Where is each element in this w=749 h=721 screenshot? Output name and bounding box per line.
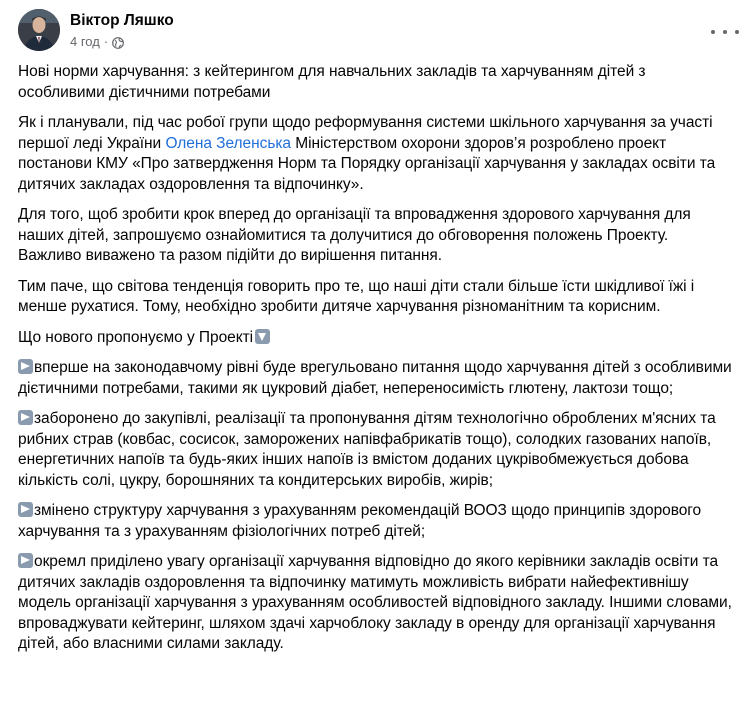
bullet-text: вперше на законодавчому рівні буде врегульовано питання щодо харчування дітей з особливими дієтичними потребами, такими як цукровий діабет, непереносимість глютену, лактози тощо; [18, 359, 732, 397]
more-dot [711, 30, 715, 34]
bullet-text: заборонено до закупівлі, реалізації та пропонування дітям технологічно оброблених м'ясних та рибних страв (ковбас, сосисок, заморожених напівфабрикатів тощо), солодких газованих напоїв, енергетичних напоїв та будь-яких інших напоїв із вмістом доданих цукрівобмежується добова кількість солі, цукру, борошняних та кондитерських виробів, жирів; [18, 410, 716, 489]
more-dot [723, 30, 727, 34]
arrow-right-emoji-icon [18, 359, 33, 374]
bullet-paragraph [18, 358, 733, 399]
post-paragraph [18, 113, 733, 195]
post-subline [70, 33, 174, 51]
post-paragraph: Для того, щоб зробити крок вперед до організації та впровадження здорового харчування для наших дітей, запрошуємо ознайомитися та долучитися до обговорення положень Проекту. Важливо виважено та разом підійти до вирішення питання. [18, 206, 691, 264]
post-paragraph: Тим паче, що світова тенденція говорить про те, що наші діти стали більше їсти шкідливої їжі і менше рухатися. Тому, необхідно зробити дитяче харчування різноманітним та корисним. [18, 277, 695, 315]
more-options-icon[interactable] [711, 22, 739, 42]
author-name[interactable]: Віктор Ляшко [70, 12, 174, 29]
tagged-person-link[interactable]: Олена Зеленська [165, 134, 291, 152]
arrow-down-emoji-icon [255, 329, 270, 344]
globe-icon[interactable] [112, 36, 124, 48]
separator-dot: · [103, 34, 109, 49]
post-timestamp[interactable]: 4 год [70, 34, 100, 49]
text-segment: Що нового пропонуємо у Проекті [18, 328, 254, 346]
post-paragraph [18, 328, 733, 349]
post-paragraph: Нові норми харчування: з кейтерингом для навчальних закладів та харчуванням дітей з особливими дієтичними потребами [18, 63, 646, 101]
more-dot [735, 30, 739, 34]
avatar[interactable] [18, 9, 60, 51]
post-header [18, 0, 733, 62]
arrow-right-emoji-icon [18, 410, 33, 425]
bullet-paragraph [18, 501, 733, 542]
bullet-paragraph [18, 552, 733, 655]
text-segment: Як і планували, під час робої групи щодо реформування системи шкільного харчування за участі першої леді України [18, 114, 713, 152]
arrow-right-emoji-icon [18, 502, 33, 517]
text-segment: Міністерством охорони здоров’я розроблено проект постанови КМУ «Про затвердження Норм та Порядку організації харчування у закладах освіти та дитячих закладах оздоровлення та відпочинку». [18, 134, 716, 193]
bullet-paragraph [18, 409, 733, 491]
bullet-text: окремл приділено увагу організації харчування відповідно до якого керівники закладів освіти та дитячих закладів оздоровлення та відпочинку матимуть можливість вибрати найефективнішу модель організації харчування з урахуванням особливостей відповідного закладу. Іншими словами, впроваджувати кейтеринг, шляхом здачі харчоблоку закладу в оренду для організації харчування дітей, або власними силами закладу. [18, 553, 732, 652]
bullet-text: змінено структуру харчування з урахуванням рекомендацій ВООЗ щодо принципів здорового харчування та з урахуванням фізіологічних потреб дітей; [18, 502, 702, 540]
post-meta [70, 9, 174, 51]
arrow-right-emoji-icon [18, 553, 33, 568]
post-body [18, 62, 733, 655]
